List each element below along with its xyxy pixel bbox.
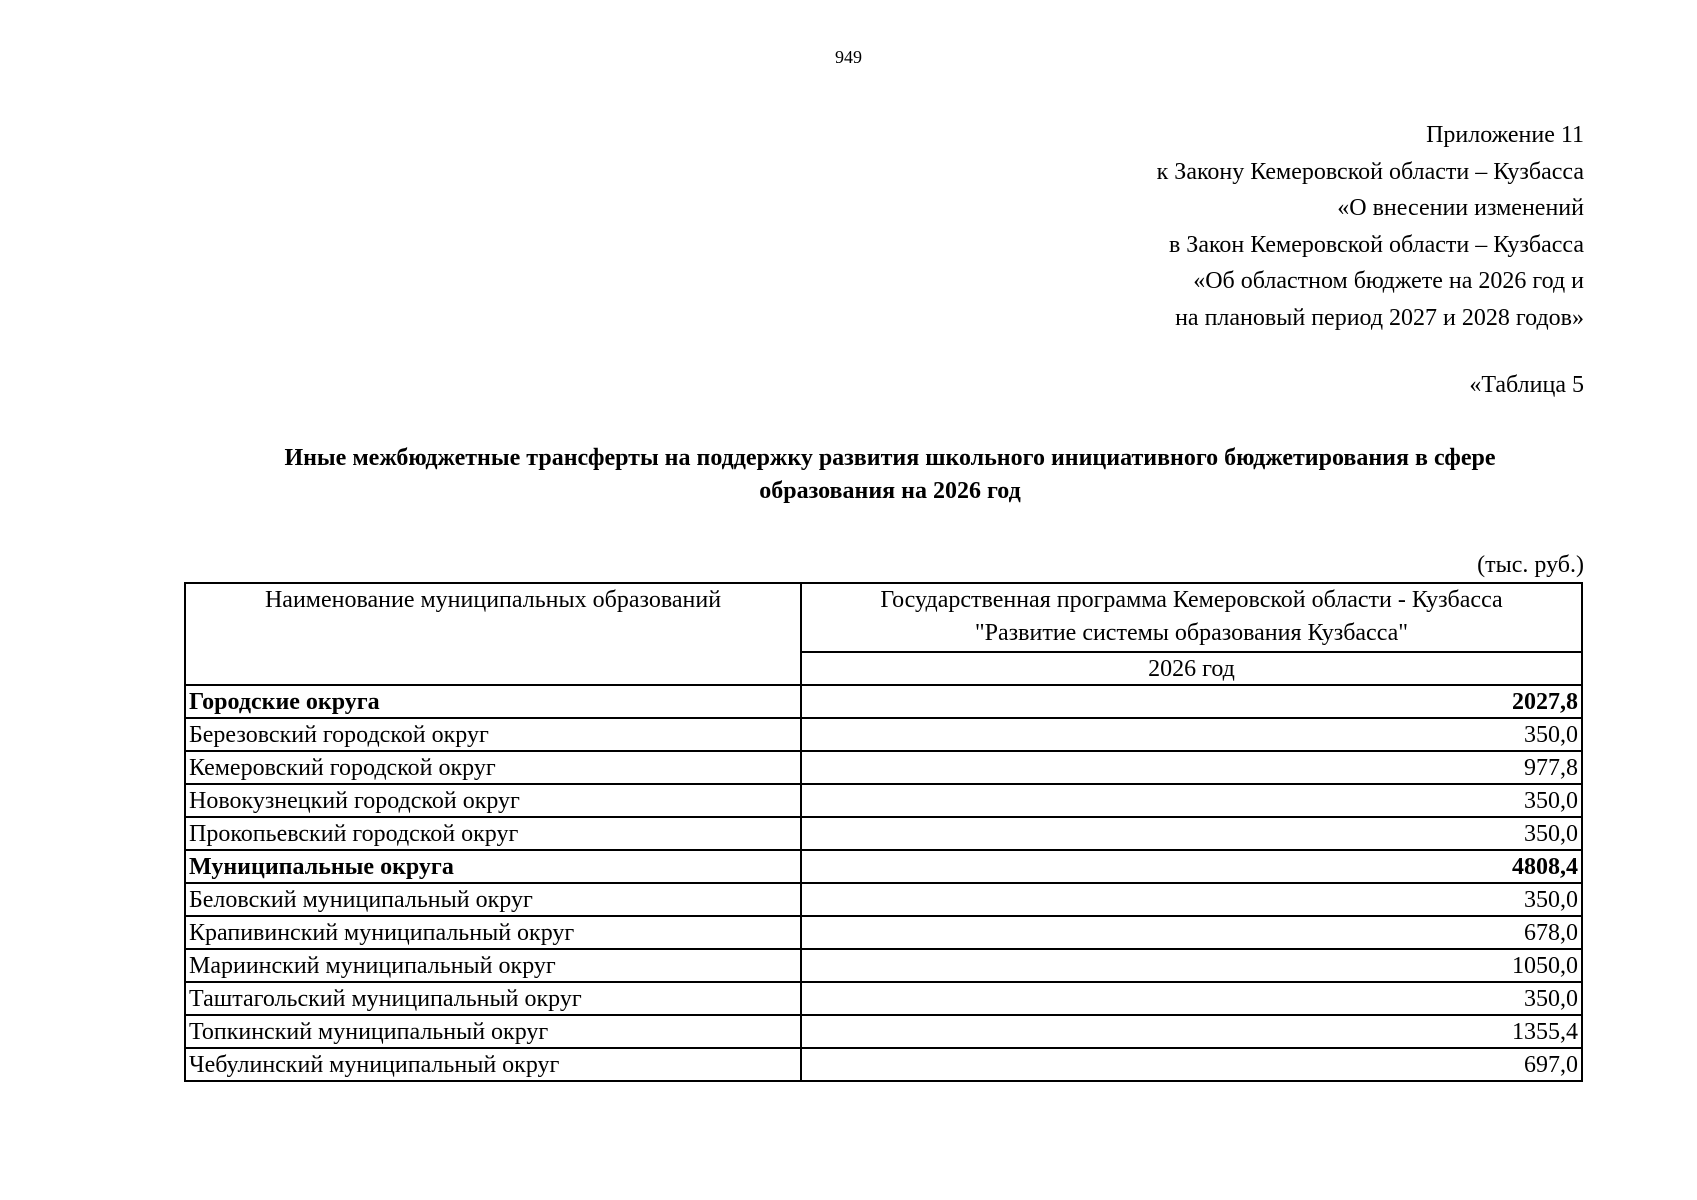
table-row xyxy=(185,751,1582,784)
units-label: (тыс. руб.) xyxy=(1477,552,1584,578)
row-name: Топкинский муниципальный округ xyxy=(185,1015,801,1048)
row-name: Мариинский муниципальный округ xyxy=(185,949,801,982)
table-row xyxy=(185,1015,1582,1048)
row-value: 678,0 xyxy=(801,916,1582,949)
title-line: Иные межбюджетные трансферты на поддержку развития школьного инициативного бюджетирования в сфере xyxy=(284,445,1496,471)
header-name: Наименование муниципальных образований xyxy=(185,583,801,685)
header-program-line: Государственная программа Кемеровской области - Кузбасса xyxy=(880,587,1503,613)
row-value: 350,0 xyxy=(801,982,1582,1015)
row-name: Прокопьевский городской округ xyxy=(185,817,801,850)
table-row xyxy=(185,916,1582,949)
header-year: 2026 год xyxy=(801,652,1582,685)
appendix-block xyxy=(1157,117,1584,336)
table-row xyxy=(185,685,1582,718)
row-value: 350,0 xyxy=(801,817,1582,850)
row-value: 2027,8 xyxy=(801,685,1582,718)
row-name: Городские округа xyxy=(185,685,801,718)
title-line: образования на 2026 год xyxy=(759,478,1021,504)
page-number: 949 xyxy=(835,47,862,67)
appendix-line: Приложение 11 xyxy=(1426,122,1584,148)
table-row xyxy=(185,718,1582,751)
document-title xyxy=(190,442,1590,508)
row-value: 350,0 xyxy=(801,718,1582,751)
row-name: Березовский городской округ xyxy=(185,718,801,751)
table-row xyxy=(185,850,1582,883)
row-value: 1355,4 xyxy=(801,1015,1582,1048)
row-name: Чебулинский муниципальный округ xyxy=(185,1048,801,1081)
appendix-line: «О внесении изменений xyxy=(1337,195,1584,221)
row-name: Новокузнецкий городской округ xyxy=(185,784,801,817)
row-value: 350,0 xyxy=(801,883,1582,916)
table-row xyxy=(185,784,1582,817)
header-program-line: "Развитие системы образования Кузбасса" xyxy=(974,620,1409,646)
table-row xyxy=(185,817,1582,850)
table-header-row xyxy=(185,583,1582,652)
transfers-table xyxy=(184,582,1583,1082)
header-program xyxy=(801,583,1582,652)
appendix-line: в Закон Кемеровской области – Кузбасса xyxy=(1168,231,1584,258)
appendix-line: на плановый период 2027 и 2028 годов» xyxy=(1175,304,1584,331)
row-name: Муниципальные округа xyxy=(185,850,801,883)
table-row xyxy=(185,1048,1582,1081)
row-value: 1050,0 xyxy=(801,949,1582,982)
appendix-line: к Закону Кемеровской области – Кузбасса xyxy=(1156,158,1584,185)
table-row xyxy=(185,982,1582,1015)
appendix-line: «Об областном бюджете на 2026 год и xyxy=(1193,268,1584,294)
row-name: Беловский муниципальный округ xyxy=(185,883,801,916)
row-value: 350,0 xyxy=(801,784,1582,817)
row-name: Кемеровский городской округ xyxy=(185,751,801,784)
row-name: Крапивинский муниципальный округ xyxy=(185,916,801,949)
row-value: 977,8 xyxy=(801,751,1582,784)
row-value: 697,0 xyxy=(801,1048,1582,1081)
row-name: Таштагольский муниципальный округ xyxy=(185,982,801,1015)
table-row xyxy=(185,883,1582,916)
row-value: 4808,4 xyxy=(801,850,1582,883)
table-label: «Таблица 5 xyxy=(1469,372,1584,398)
table-row xyxy=(185,949,1582,982)
